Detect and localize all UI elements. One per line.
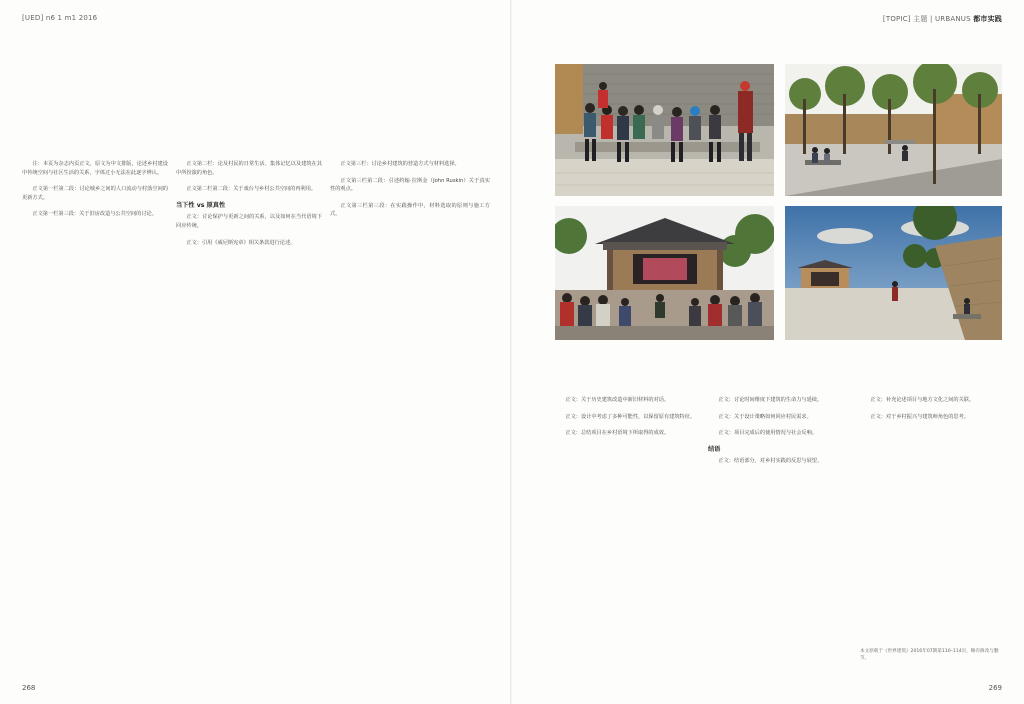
photo-stage-crowd	[555, 206, 774, 340]
running-head-prefix: [TOPIC] 主题 | URBANUS	[882, 15, 971, 23]
right-column-3	[860, 396, 1002, 646]
paragraph: 注：本页为杂志内页正文，原文为中文排版，论述乡村建设中传统空间与社区生活的关系，字体过小无法在此逐字辨认。	[22, 161, 168, 176]
paragraph: 正文：补充论述项目与地方文化之间的关联。	[870, 397, 975, 403]
running-head-bold: 都市实践	[973, 15, 1002, 23]
source-credit: 本文原载于《世界建筑》2016年07期第110–114页，略有修改与删节。	[860, 649, 999, 661]
running-head-right	[883, 14, 1002, 24]
photo-plaza-wall	[785, 206, 1002, 340]
left-column-3	[330, 160, 490, 680]
paragraph: 正文第二栏第二段：关于戏台与乡村公共空间的再利用。	[186, 186, 317, 193]
section-heading: 结语	[708, 445, 721, 453]
left-column-1	[22, 160, 168, 680]
page-number-right: 269	[988, 684, 1002, 692]
paragraph: 正文第三栏：讨论乡村建筑的营造方式与材料选择。	[340, 161, 460, 167]
page-number-left: 268	[22, 684, 36, 692]
paragraph: 正文：结语部分，对乡村实践的反思与展望。	[718, 458, 823, 465]
photo-courtyard-trees	[785, 64, 1002, 196]
right-column-2	[708, 396, 850, 676]
paragraph: 正文：对于乡村振兴与建筑师角色的思考。	[870, 413, 969, 420]
paragraph: 正文第二栏：论及村民的日常生活、集体记忆以及建筑在其中所扮演的角色。	[176, 161, 322, 176]
paragraph: 正文第一栏第二段：讨论城乡之间的人口流动与村落空间的更新方式。	[22, 186, 168, 201]
paragraph: 正文：设计中考虑了多种可能性，以保留原有建筑特征。	[565, 413, 696, 420]
paragraph: 正文：项目完成后的使用情况与社会反响。	[718, 430, 817, 437]
paragraph: 正文第三栏第三段：在实践操作中，材料选取的原则与施工方式。	[330, 202, 490, 218]
paragraph: 正文第三栏第二段：引述约翰·拉斯金（John Ruskin）关于真实性的观点。	[330, 177, 490, 193]
paragraph: 正文：讨论时间维度下建筑的生命力与延续。	[718, 397, 823, 403]
right-page	[512, 0, 1024, 704]
paragraph: 正文：讨论保护与更新之间的关系，以及如何在当代语境下回应传统。	[176, 214, 322, 229]
paragraph: 正文：引用《威尼斯宪章》相关条款进行论述。	[186, 239, 296, 246]
paragraph: 正文：关于设计策略如何回应村民需求。	[718, 413, 812, 420]
left-column-2	[176, 160, 322, 680]
right-column-1	[555, 396, 697, 676]
paragraph: 正文：关于历史建筑改造中新旧材料的对话。	[565, 397, 670, 403]
section-heading: 当下性 vs 原真性	[176, 201, 226, 209]
photo-villagers-on-bench	[555, 64, 774, 196]
running-head-left: [UED] n6 1 m1 2016	[22, 14, 98, 22]
paragraph: 正文第一栏第三段：关于旧房改造与公共空间的讨论。	[32, 211, 157, 218]
paragraph: 正文：总结项目在乡村语境下所取得的成效。	[565, 430, 670, 437]
